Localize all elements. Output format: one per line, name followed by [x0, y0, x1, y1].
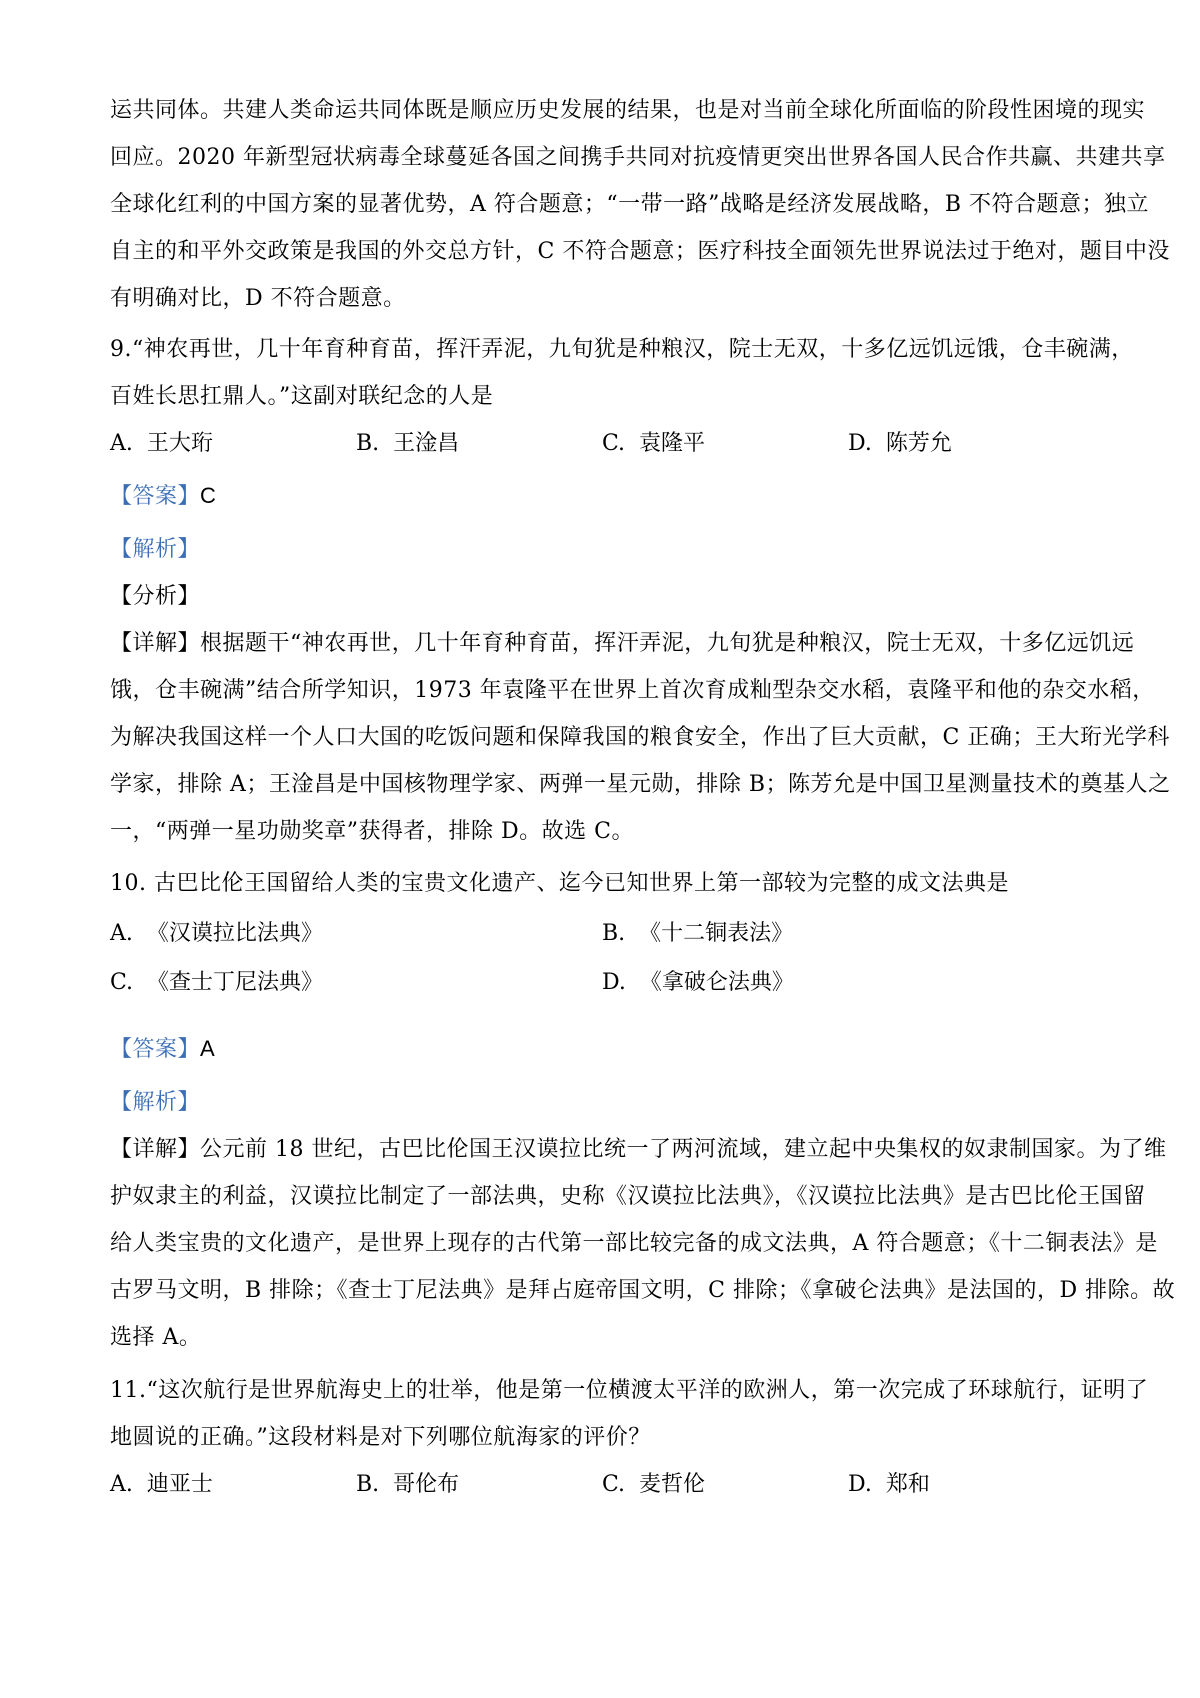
q9-option-d	[848, 429, 952, 459]
option-text: 《十二铜表法》	[639, 921, 794, 946]
q10-detail-line: 【详解】公元前 18 世纪，古巴比伦国王汉谟拉比统一了两河流域，建立起中央集权的奴隶制国家。为了维	[110, 1137, 1167, 1162]
q9-option-a	[110, 429, 213, 459]
q11-stem-line: 11.“这次航行是世界航海史上的壮举，他是第一位横渡太平洋的欧洲人，第一次完成了环球航行，证明了	[110, 1378, 1149, 1403]
option-letter: C.	[602, 431, 626, 456]
q10-option-b	[602, 919, 793, 949]
q10-answer	[110, 1034, 215, 1065]
option-text: 麦哲伦	[639, 1472, 706, 1497]
analysis-line: 回应。2020 年新型冠状病毒全球蔓延各国之间携手共同对抗疫情更突出世界各国人民合作共赢、共建共享	[110, 145, 1166, 170]
answer-tag: 【答案】	[110, 1037, 201, 1062]
q9-option-b	[356, 429, 459, 459]
q9-option-c	[602, 429, 705, 459]
q11-option-d	[848, 1470, 930, 1500]
q10-option-d	[602, 968, 794, 998]
option-text: 袁隆平	[639, 431, 706, 456]
option-text: 王大珩	[146, 431, 213, 456]
option-letter: D.	[602, 970, 626, 995]
q9-analysis-tag: 【解析】	[110, 537, 201, 562]
q11-option-b	[356, 1470, 459, 1500]
analysis-line: 自主的和平外交政策是我国的外交总方针，C 不符合题意；医疗科技全面领先世界说法过于绝对，题目中没	[110, 239, 1170, 264]
option-letter: A.	[110, 921, 133, 946]
option-letter: A.	[110, 431, 133, 456]
q9-detail-line: 为解决我国这样一个人口大国的吃饭问题和保障我国的粮食安全，作出了巨大贡献，C 正确；王大珩光学科	[110, 725, 1170, 750]
answer-tag: 【答案】	[110, 484, 201, 509]
option-text: 《查士丁尼法典》	[147, 970, 324, 995]
option-text: 《汉谟拉比法典》	[146, 921, 323, 946]
option-text: 陈芳允	[885, 431, 952, 456]
analysis-line: 运共同体。共建人类命运共同体既是顺应历史发展的结果，也是对当前全球化所面临的阶段性困境的现实	[110, 98, 1146, 123]
answer-value: A	[200, 1036, 216, 1061]
q11-option-a	[110, 1470, 213, 1500]
q10-detail-line: 古罗马文明，B 排除；《查士丁尼法典》是拜占庭帝国文明，C 排除；《拿破仑法典》是法国的，D 排除。故	[110, 1278, 1176, 1303]
q9-detail-line: 学家，排除 A；王淦昌是中国核物理学家、两弹一星元勋，排除 B；陈芳允是中国卫星测量技术的奠基人之	[110, 772, 1171, 797]
q10-detail-line: 给人类宝贵的文化遗产，是世界上现存的古代第一部比较完备的成文法典，A 符合题意；《十二铜表法》是	[110, 1231, 1158, 1256]
q9-answer	[110, 481, 216, 512]
option-text: 哥伦布	[393, 1472, 460, 1497]
option-text: 《拿破仑法典》	[639, 970, 794, 995]
option-text: 王淦昌	[393, 431, 460, 456]
option-letter: B.	[356, 431, 380, 456]
q9-fenxi-tag: 【分析】	[110, 584, 201, 609]
option-letter: C.	[602, 1472, 626, 1497]
option-letter: D.	[848, 1472, 872, 1497]
option-letter: D.	[848, 431, 872, 456]
option-text: 迪亚士	[146, 1472, 213, 1497]
q10-detail-line: 选择 A。	[110, 1325, 202, 1350]
q9-stem-line: 9.“神农再世，几十年育种育苗，挥汗弄泥，九旬犹是种粮汉，院士无双，十多亿远饥远饿，仓丰碗满，	[110, 337, 1134, 362]
option-letter: B.	[602, 921, 626, 946]
q11-stem-line: 地圆说的正确。”这段材料是对下列哪位航海家的评价？	[110, 1425, 651, 1450]
q10-option-a	[110, 919, 323, 949]
analysis-line: 全球化红利的中国方案的显著优势，A 符合题意；“一带一路”战略是经济发展战略，B 不符合题意；独立	[110, 192, 1150, 217]
analysis-line: 有明确对比，D 不符合题意。	[110, 286, 406, 311]
q9-detail-line: 一，“两弹一星功勋奖章”获得者，排除 D。故选 C。	[110, 819, 634, 844]
answer-value: C	[200, 483, 217, 508]
option-letter: B.	[356, 1472, 380, 1497]
q10-detail-line: 护奴隶主的利益，汉谟拉比制定了一部法典，史称《汉谟拉比法典》，《汉谟拉比法典》是古巴比伦王国留	[110, 1184, 1146, 1209]
option-text: 郑和	[885, 1472, 930, 1497]
option-letter: C.	[110, 970, 134, 995]
q9-detail-line: 饿，仓丰碗满”结合所学知识，1973 年袁隆平在世界上首次育成籼型杂交水稻，袁隆平和他的杂交水稻，	[110, 678, 1155, 703]
q9-stem-line: 百姓长思扛鼎人。”这副对联纪念的人是	[110, 384, 494, 409]
q10-option-c	[110, 968, 323, 998]
option-letter: A.	[110, 1472, 133, 1497]
q10-stem: 10. 古巴比伦王国留给人类的宝贵文化遗产、迄今已知世界上第一部较为完整的成文法典是	[110, 871, 1009, 896]
q11-option-c	[602, 1470, 705, 1500]
q9-detail-line: 【详解】根据题干“神农再世，几十年育种育苗，挥汗弄泥，九旬犹是种粮汉，院士无双，十多亿远饥远	[110, 631, 1135, 656]
q10-analysis-tag: 【解析】	[110, 1090, 201, 1115]
